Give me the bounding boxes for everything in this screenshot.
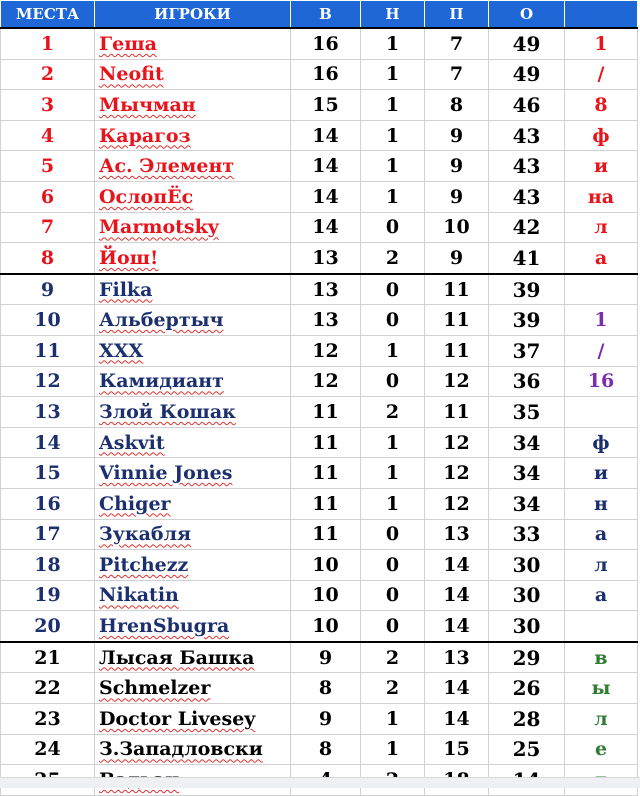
- losses-cell: 12: [425, 458, 489, 489]
- points-cell: 46: [489, 90, 565, 121]
- table-row: [1, 212, 638, 243]
- player-name: [95, 243, 291, 274]
- side-label-cell: 1: [565, 28, 638, 59]
- draws-cell: 1: [361, 427, 425, 458]
- losses-cell: 14: [425, 611, 489, 642]
- losses-cell: 11: [425, 335, 489, 366]
- side-label-cell: [565, 611, 638, 642]
- draws-cell: 1: [361, 458, 425, 489]
- table-row: [1, 181, 638, 212]
- player-name-text: Schmelzer: [99, 677, 211, 700]
- wins-cell: 16: [291, 28, 361, 59]
- draws-cell: 1: [361, 28, 425, 59]
- player-name: [95, 580, 291, 611]
- header-wins: В: [291, 1, 361, 29]
- points-cell: 26: [489, 673, 565, 704]
- table-row: [1, 397, 638, 428]
- player-name-text: Йош!: [99, 246, 159, 269]
- side-label-cell: ф: [565, 120, 638, 151]
- side-label-cell: и: [565, 151, 638, 182]
- header-draws: Н: [361, 1, 425, 29]
- place-cell: 13: [1, 397, 95, 428]
- player-name-text: Злой Кошак: [99, 400, 236, 423]
- player-name: [95, 90, 291, 121]
- player-name-text: Nikatin: [99, 584, 179, 607]
- place-cell: 8: [1, 243, 95, 274]
- wins-cell: 8: [291, 734, 361, 765]
- side-label-cell: 1: [565, 305, 638, 336]
- points-cell: 43: [489, 151, 565, 182]
- draws-cell: 1: [361, 151, 425, 182]
- wins-cell: 11: [291, 458, 361, 489]
- losses-cell: 14: [425, 580, 489, 611]
- player-name-text: Pitchezz: [99, 553, 189, 576]
- player-name-text: ОслопЁс: [99, 185, 194, 208]
- table-row: [1, 704, 638, 735]
- side-label-cell: /: [565, 335, 638, 366]
- table-row: [1, 335, 638, 366]
- player-name: [95, 151, 291, 182]
- table-row: [1, 611, 638, 642]
- draws-cell: 0: [361, 305, 425, 336]
- wins-cell: 10: [291, 550, 361, 581]
- place-cell: 16: [1, 488, 95, 519]
- points-cell: 30: [489, 550, 565, 581]
- wins-cell: 8: [291, 673, 361, 704]
- table-row: [1, 28, 638, 59]
- points-cell: 25: [489, 734, 565, 765]
- wins-cell: 15: [291, 90, 361, 121]
- wins-cell: 11: [291, 488, 361, 519]
- losses-cell: 9: [425, 243, 489, 274]
- place-cell: 1: [1, 28, 95, 59]
- points-cell: 49: [489, 28, 565, 59]
- wins-cell: 11: [291, 397, 361, 428]
- losses-cell: 15: [425, 734, 489, 765]
- table-row: [1, 734, 638, 765]
- losses-cell: 9: [425, 151, 489, 182]
- side-label-cell: в: [565, 642, 638, 673]
- points-cell: 28: [489, 704, 565, 735]
- player-name: [95, 181, 291, 212]
- wins-cell: 14: [291, 151, 361, 182]
- player-name: [95, 458, 291, 489]
- table-row: [1, 151, 638, 182]
- player-name-text: Marmotsky: [99, 216, 219, 239]
- player-name-text: Chiger: [99, 492, 171, 515]
- wins-cell: 16: [291, 59, 361, 90]
- place-cell: 3: [1, 90, 95, 121]
- wins-cell: 10: [291, 611, 361, 642]
- side-label-cell: л: [565, 704, 638, 735]
- side-label-cell: ы: [565, 673, 638, 704]
- losses-cell: 7: [425, 28, 489, 59]
- wins-cell: 10: [291, 580, 361, 611]
- header-losses: П: [425, 1, 489, 29]
- header-points: О: [489, 1, 565, 29]
- place-cell: 23: [1, 704, 95, 735]
- header-players: ИГРОКИ: [95, 1, 291, 29]
- draws-cell: 2: [361, 397, 425, 428]
- place-cell: 9: [1, 274, 95, 305]
- wins-cell: 14: [291, 120, 361, 151]
- table-row: [1, 366, 638, 397]
- points-cell: 39: [489, 274, 565, 305]
- wins-cell: 12: [291, 366, 361, 397]
- side-label-cell: и: [565, 458, 638, 489]
- place-cell: 10: [1, 305, 95, 336]
- losses-cell: 12: [425, 488, 489, 519]
- player-name-text: Filka: [99, 278, 153, 301]
- losses-cell: 11: [425, 305, 489, 336]
- place-cell: 24: [1, 734, 95, 765]
- player-name-text: Зукабля: [99, 523, 192, 546]
- bottom-bar: [0, 777, 640, 788]
- losses-cell: 9: [425, 181, 489, 212]
- losses-cell: 9: [425, 120, 489, 151]
- losses-cell: 14: [425, 704, 489, 735]
- draws-cell: 1: [361, 90, 425, 121]
- losses-cell: 14: [425, 550, 489, 581]
- place-cell: 6: [1, 181, 95, 212]
- player-name: [95, 397, 291, 428]
- place-cell: 2: [1, 59, 95, 90]
- draws-cell: 0: [361, 366, 425, 397]
- place-cell: 19: [1, 580, 95, 611]
- draws-cell: 0: [361, 580, 425, 611]
- points-cell: 37: [489, 335, 565, 366]
- table-row: [1, 488, 638, 519]
- side-label-cell: н: [565, 488, 638, 519]
- draws-cell: 1: [361, 335, 425, 366]
- player-name-text: XXX: [99, 339, 144, 362]
- player-name: [95, 642, 291, 673]
- points-cell: 41: [489, 243, 565, 274]
- points-cell: 34: [489, 488, 565, 519]
- player-name: [95, 673, 291, 704]
- player-name-text: Геша: [99, 32, 157, 55]
- points-cell: 39: [489, 305, 565, 336]
- table-row: [1, 550, 638, 581]
- place-cell: 11: [1, 335, 95, 366]
- player-name: [95, 305, 291, 336]
- draws-cell: 0: [361, 519, 425, 550]
- points-cell: 33: [489, 519, 565, 550]
- place-cell: 18: [1, 550, 95, 581]
- table-row: [1, 243, 638, 274]
- wins-cell: 13: [291, 274, 361, 305]
- side-label-cell: а: [565, 580, 638, 611]
- losses-cell: 13: [425, 642, 489, 673]
- player-name-text: Vinnie Jones: [99, 462, 233, 485]
- place-cell: 14: [1, 427, 95, 458]
- wins-cell: 11: [291, 519, 361, 550]
- side-label-cell: на: [565, 181, 638, 212]
- player-name-text: Альбертыч: [99, 309, 224, 332]
- place-cell: 21: [1, 642, 95, 673]
- points-cell: 30: [489, 611, 565, 642]
- points-cell: 34: [489, 458, 565, 489]
- table-row: [1, 120, 638, 151]
- draws-cell: 0: [361, 550, 425, 581]
- player-name-text: Карагоз: [99, 124, 191, 147]
- draws-cell: 1: [361, 59, 425, 90]
- player-name: [95, 427, 291, 458]
- table-row: [1, 673, 638, 704]
- side-label-cell: а: [565, 519, 638, 550]
- wins-cell: 14: [291, 212, 361, 243]
- draws-cell: 0: [361, 212, 425, 243]
- wins-cell: 11: [291, 427, 361, 458]
- player-name: [95, 488, 291, 519]
- draws-cell: 2: [361, 243, 425, 274]
- points-cell: 49: [489, 59, 565, 90]
- losses-cell: 14: [425, 673, 489, 704]
- losses-cell: 12: [425, 427, 489, 458]
- player-name-text: Камидиант: [99, 370, 224, 393]
- draws-cell: 2: [361, 642, 425, 673]
- player-name: [95, 120, 291, 151]
- player-name: [95, 734, 291, 765]
- wins-cell: 13: [291, 305, 361, 336]
- header-side: [565, 1, 638, 29]
- player-name: [95, 366, 291, 397]
- wins-cell: 12: [291, 335, 361, 366]
- points-cell: 36: [489, 366, 565, 397]
- table-row: [1, 427, 638, 458]
- player-name: [95, 550, 291, 581]
- table-row: [1, 580, 638, 611]
- side-label-cell: л: [565, 550, 638, 581]
- table-row: [1, 90, 638, 121]
- points-cell: 35: [489, 397, 565, 428]
- draws-cell: 2: [361, 673, 425, 704]
- place-cell: 17: [1, 519, 95, 550]
- wins-cell: 13: [291, 243, 361, 274]
- losses-cell: 11: [425, 274, 489, 305]
- losses-cell: 12: [425, 366, 489, 397]
- table-row: [1, 458, 638, 489]
- player-name: [95, 28, 291, 59]
- place-cell: 15: [1, 458, 95, 489]
- table-row: [1, 59, 638, 90]
- place-cell: 4: [1, 120, 95, 151]
- points-cell: 43: [489, 181, 565, 212]
- place-cell: 12: [1, 366, 95, 397]
- table-row: [1, 519, 638, 550]
- player-name: [95, 274, 291, 305]
- draws-cell: 0: [361, 274, 425, 305]
- draws-cell: 1: [361, 704, 425, 735]
- side-label-cell: а: [565, 243, 638, 274]
- wins-cell: 9: [291, 704, 361, 735]
- side-label-cell: 16: [565, 366, 638, 397]
- losses-cell: 11: [425, 397, 489, 428]
- losses-cell: 7: [425, 59, 489, 90]
- points-cell: 34: [489, 427, 565, 458]
- player-name: [95, 611, 291, 642]
- player-name: [95, 212, 291, 243]
- losses-cell: 8: [425, 90, 489, 121]
- table-row: [1, 305, 638, 336]
- place-cell: 5: [1, 151, 95, 182]
- header-row: [1, 1, 638, 29]
- wins-cell: 14: [291, 181, 361, 212]
- side-label-cell: 8: [565, 90, 638, 121]
- player-name: [95, 59, 291, 90]
- table-row: [1, 274, 638, 305]
- side-label-cell: [565, 397, 638, 428]
- player-name-text: З.Западловски: [99, 738, 263, 761]
- place-cell: 22: [1, 673, 95, 704]
- points-cell: 43: [489, 120, 565, 151]
- side-label-cell: ф: [565, 427, 638, 458]
- player-name-text: Doctor Livesey: [99, 707, 256, 730]
- table-row: [1, 642, 638, 673]
- draws-cell: 1: [361, 181, 425, 212]
- player-name-text: HrenSbugra: [99, 615, 230, 638]
- header-place: МЕСТА: [1, 1, 95, 29]
- points-cell: 29: [489, 642, 565, 673]
- player-name: [95, 519, 291, 550]
- draws-cell: 0: [361, 611, 425, 642]
- losses-cell: 10: [425, 212, 489, 243]
- player-name-text: Ас. Элемент: [99, 155, 235, 178]
- player-name-text: Лысая Башка: [99, 646, 255, 669]
- draws-cell: 1: [361, 120, 425, 151]
- points-cell: 30: [489, 580, 565, 611]
- player-name-text: Askvit: [99, 431, 165, 454]
- draws-cell: 1: [361, 488, 425, 519]
- losses-cell: 13: [425, 519, 489, 550]
- player-name: [95, 704, 291, 735]
- wins-cell: 9: [291, 642, 361, 673]
- draws-cell: 1: [361, 734, 425, 765]
- side-label-cell: /: [565, 59, 638, 90]
- player-name-text: Neofit: [99, 63, 164, 86]
- side-label-cell: л: [565, 212, 638, 243]
- player-name-text: Мычман: [99, 93, 196, 116]
- place-cell: 7: [1, 212, 95, 243]
- player-name: [95, 335, 291, 366]
- side-label-cell: [565, 274, 638, 305]
- place-cell: 20: [1, 611, 95, 642]
- points-cell: 42: [489, 212, 565, 243]
- side-label-cell: е: [565, 734, 638, 765]
